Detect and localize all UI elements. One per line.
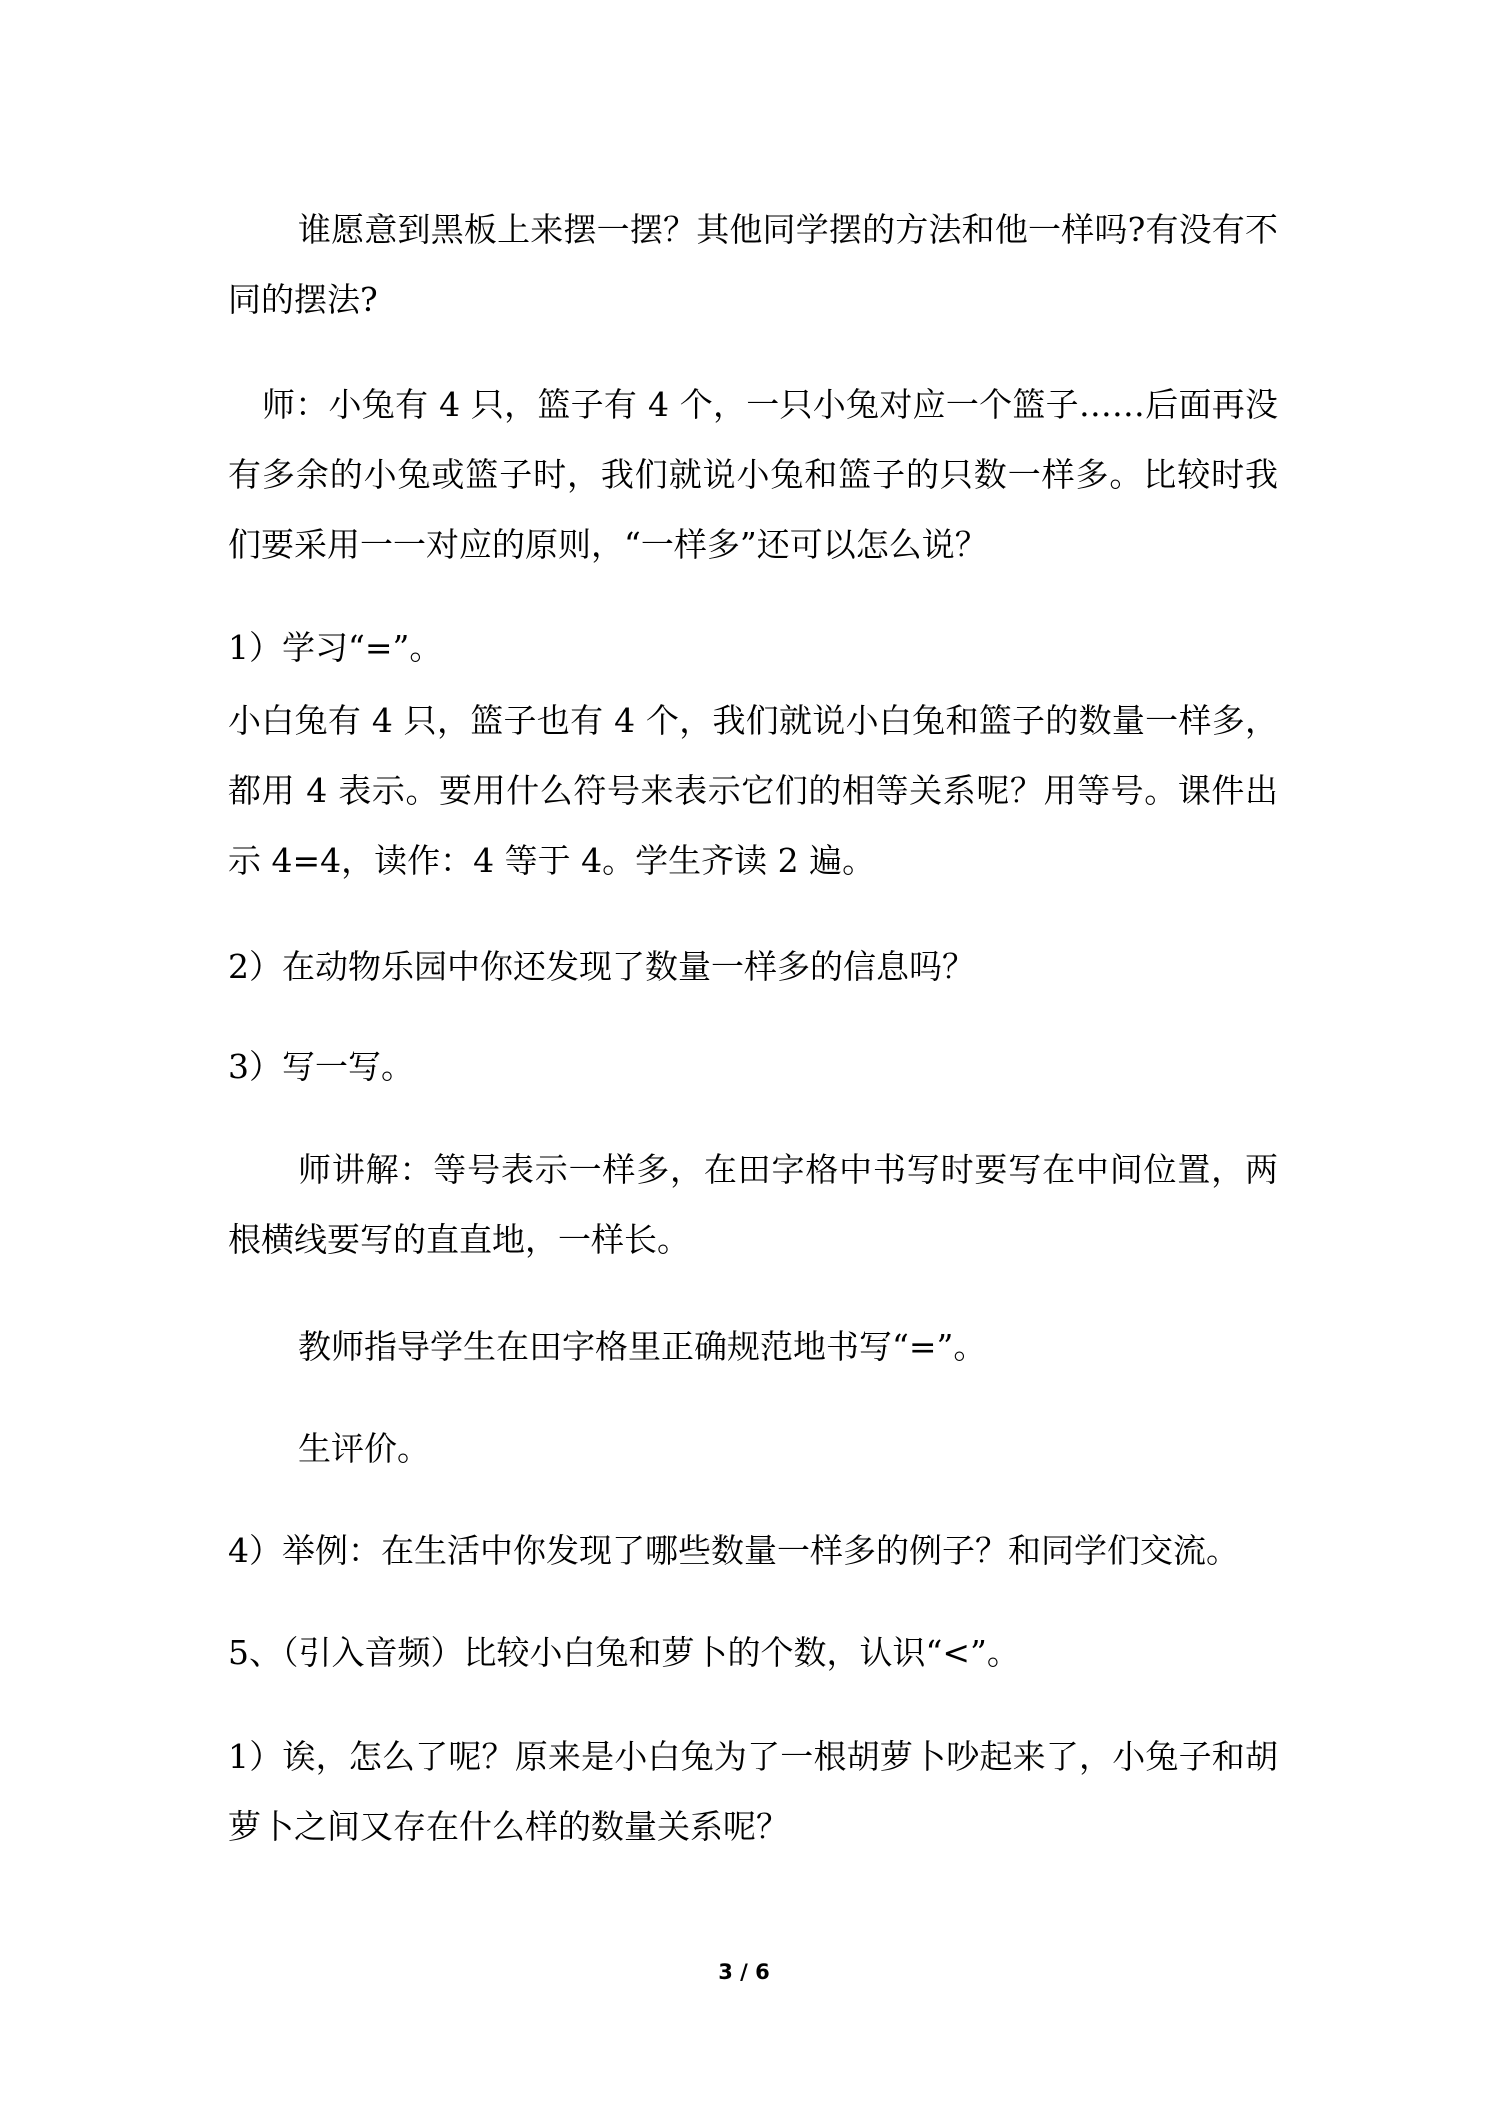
paragraph-1: 谁愿意到黑板上来摆一摆？其他同学摆的方法和他一样吗?有没有不同的摆法? (228, 210, 1278, 319)
paragraph-6: 3）写一写。 (228, 1047, 414, 1086)
paragraph-2: 师：小兔有 4 只，篮子有 4 个，一只小兔对应一个篮子……后面再没有多余的小兔或篮子时，我们就说小兔和篮子的只数一样多。比较时我们要采用一一对应的原则，“一样多”还可以怎么说？ (228, 385, 1278, 564)
paragraph-4: 小白兔有 4 只，篮子也有 4 个，我们就说小白兔和篮子的数量一样多，都用 4 表示。要用什么符号来表示它们的相等关系呢？用等号。课件出示 4=4，读作：4 等于 4。学生齐读 2 遍。 (228, 701, 1278, 880)
paragraph-3: 1）学习“=”。 (228, 628, 443, 667)
paragraph-11: 5、（引入音频）比较小白兔和萝卜的个数，认识“<”。 (228, 1633, 1020, 1672)
page-number: 3 / 6 (718, 1960, 770, 1984)
paragraph-7: 师讲解：等号表示一样多，在田字格中书写时要写在中间位置，两根横线要写的直直地，一样长。 (228, 1150, 1278, 1259)
paragraph-5: 2）在动物乐园中你还发现了数量一样多的信息吗？ (228, 947, 975, 986)
paragraph-8: 教师指导学生在田字格里正确规范地书写“=”。 (298, 1327, 987, 1366)
paragraph-10: 4）举例：在生活中你发现了哪些数量一样多的例子？和同学们交流。 (228, 1531, 1239, 1570)
paragraph-12: 1）诶，怎么了呢？原来是小白兔为了一根胡萝卜吵起来了，小兔子和胡萝卜之间又存在什么样的数量关系呢？ (228, 1737, 1278, 1846)
paragraph-9: 生评价。 (298, 1429, 430, 1468)
